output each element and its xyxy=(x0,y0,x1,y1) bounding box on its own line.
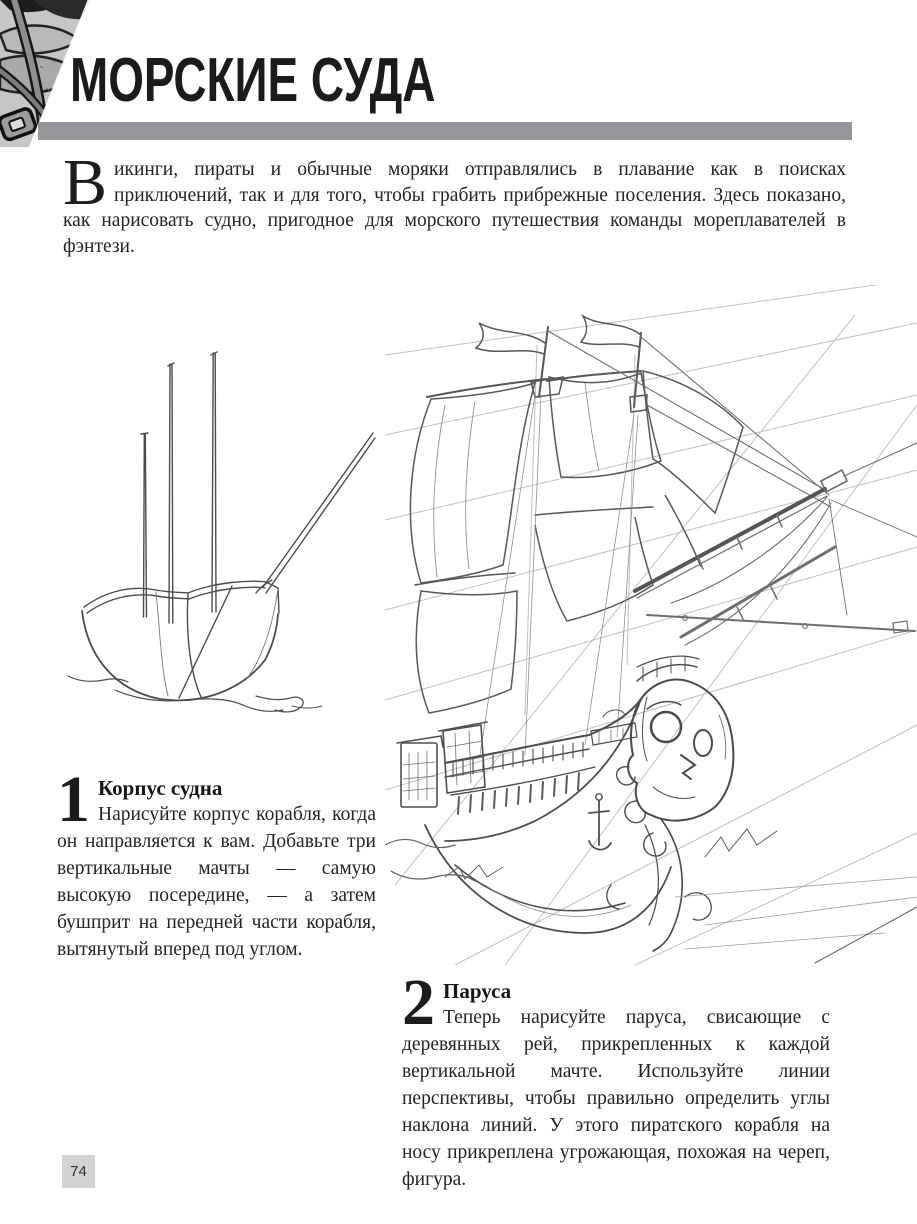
step-1-heading: Корпус судна xyxy=(98,776,223,800)
drop-cap: В xyxy=(63,146,108,219)
intro-text: икинги, пираты и обычные моряки отправлялись в плавание как в поисках приключений, так и для того, чтобы грабить прибрежные поселения. Здесь показано, как нарисовать судно, пригодное для морского путешествия команды мореплавателей в фэнтези. xyxy=(63,159,846,257)
intro-paragraph xyxy=(63,146,846,259)
step-1-text: Нарисуйте корпус корабля, когда он направляется к вам. Добавьте три вертикальные мачты — самую высокую посередине, — а затем бушприт на передней части корабля, вытянутый вперед под углом. xyxy=(57,804,376,960)
hull-sketch-figure xyxy=(60,330,380,730)
title-underline-bar xyxy=(38,122,852,140)
ship-sketch-drawing xyxy=(385,285,917,965)
hull-sketch-drawing xyxy=(60,330,380,730)
step-2-heading: Паруса xyxy=(443,979,512,1003)
step-2-section xyxy=(402,966,830,1193)
ship-sketch-figure xyxy=(385,285,917,965)
page-number-badge: 74 xyxy=(62,1155,95,1188)
step-2-text: Теперь нарисуйте паруса, свисающие с деревянных рей, прикрепленных к каждой вертикальной мачте. Используйте линии перспективы, чтобы правильно определить углы наклона линий. У этого пиратского корабля на носу прикреплена угрожающая, похожая на череп, фигура. xyxy=(402,1007,830,1190)
step-1-section xyxy=(57,763,376,963)
corner-artwork-drawing xyxy=(0,0,106,147)
page-title: МОРСКИЕ СУДА xyxy=(70,46,436,115)
step-1-number: 1 xyxy=(57,763,90,836)
corner-artwork xyxy=(0,0,106,147)
step-2-number: 2 xyxy=(402,966,435,1039)
